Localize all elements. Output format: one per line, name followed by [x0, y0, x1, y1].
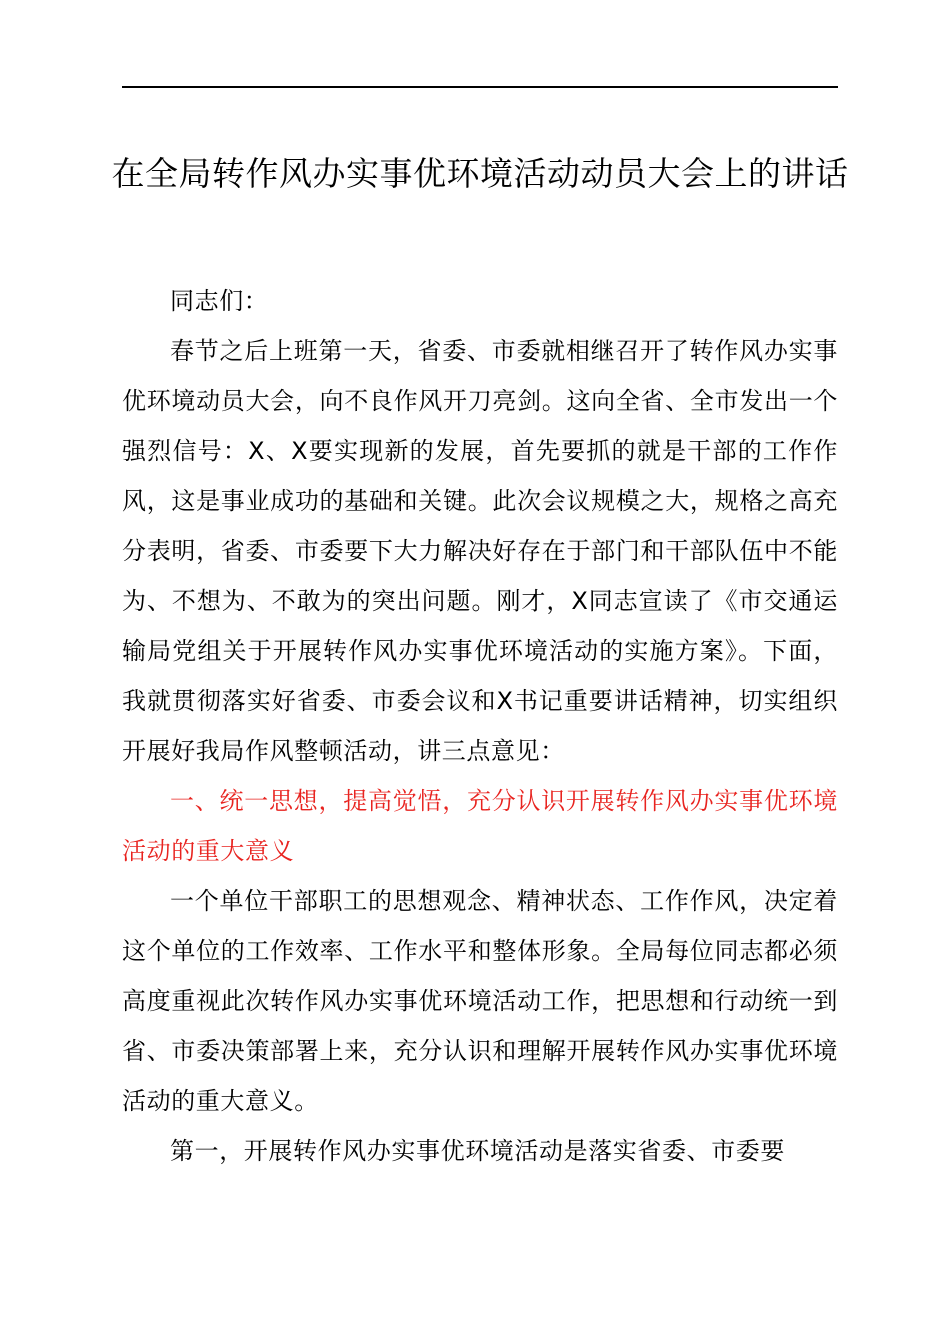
- section-paragraph: 一个单位干部职工的思想观念、精神状态、工作作风，决定着这个单位的工作效率、工作水平和整体形象。全局每位同志都必须高度重视此次转作风办实事优环境活动工作，把思想和行动统一到省、市委决策部署上来，充分认识和理解开展转作风办实事优环境活动的重大意义。: [122, 887, 838, 1115]
- document-body: [122, 276, 838, 1176]
- header-rule: [122, 86, 838, 88]
- section-heading: 一、统一思想，提高觉悟，充分认识开展转作风办实事优环境活动的重大意义: [122, 787, 838, 865]
- intro-paragraph: 春节之后上班第一天，省委、市委就相继召开了转作风办实事优环境动员大会，向不良作风开刀亮剑。这向全省、全市发出一个强烈信号：X、X要实现新的发展，首先要抓的就是干部的工作作风，这是事业成功的基础和关键。此次会议规模之大，规格之高充分表明，省委、市委要下大力解决好存在于部门和干部队伍中不能为、不想为、不敢为的突出问题。刚才，X同志宣读了《市交通运输局党组关于开展转作风办实事优环境活动的实施方案》。下面，我就贯彻落实好省委、市委会议和X书记重要讲话精神，切实组织开展好我局作风整顿活动，讲三点意见：: [122, 337, 838, 765]
- document-title: 在全局转作风办实事优环境活动动员大会上的讲话: [111, 154, 849, 193]
- salutation: 同志们：: [170, 287, 269, 315]
- section-paragraph: 第一，开展转作风办实事优环境活动是落实省委、市委要: [170, 1137, 785, 1165]
